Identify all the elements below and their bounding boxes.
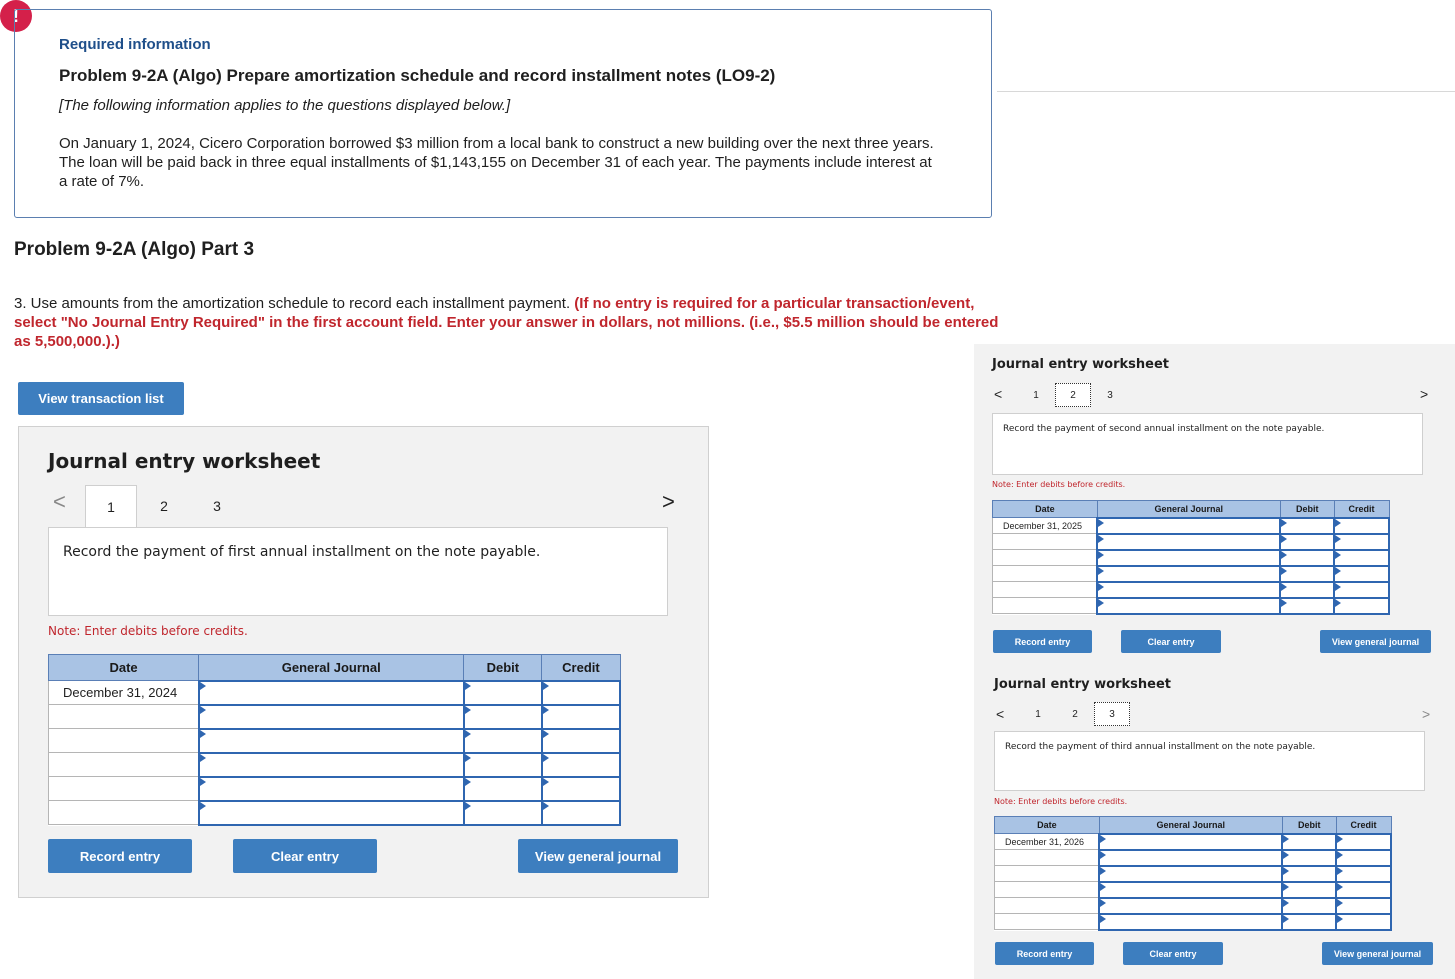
table-row	[49, 729, 621, 753]
instruction-main: 3. Use amounts from the amortization schedule to record each installment payment.	[14, 295, 575, 312]
date-cell	[993, 566, 1098, 582]
date-cell	[993, 534, 1098, 550]
prev-icon[interactable]: <	[994, 386, 1003, 402]
table-row	[993, 534, 1390, 550]
journal-table	[994, 816, 1392, 931]
credit-input[interactable]	[1334, 598, 1389, 614]
entry-description: Record the payment of second annual installment on the note payable.	[992, 413, 1423, 475]
date-cell	[49, 753, 199, 777]
credit-input[interactable]	[542, 681, 620, 705]
credit-input[interactable]	[1334, 566, 1389, 582]
credit-input[interactable]	[542, 801, 620, 825]
debit-input[interactable]	[464, 753, 542, 777]
table-row	[995, 834, 1392, 850]
prev-icon[interactable]: <	[996, 706, 1005, 722]
debit-header: Debit	[464, 655, 542, 681]
table-row	[49, 753, 621, 777]
account-input[interactable]	[199, 801, 464, 825]
table-row	[993, 598, 1390, 614]
credit-header: Credit	[542, 655, 620, 681]
view-transaction-list-button[interactable]: View transaction list	[18, 382, 184, 415]
date-cell	[993, 550, 1098, 566]
journal-worksheet-3	[974, 664, 1455, 979]
credit-input[interactable]	[1336, 882, 1391, 898]
date-header: Date	[993, 501, 1098, 518]
debit-input[interactable]	[464, 729, 542, 753]
account-input[interactable]	[1097, 550, 1280, 566]
debit-input[interactable]	[464, 705, 542, 729]
account-input[interactable]	[1097, 534, 1280, 550]
table-row	[49, 705, 621, 729]
clear-entry-button[interactable]: Clear entry	[1121, 630, 1221, 653]
tab-3[interactable]: 3	[1107, 389, 1113, 401]
general-journal-header: General Journal	[1097, 501, 1280, 518]
table-row	[993, 550, 1390, 566]
account-input[interactable]	[1099, 834, 1282, 850]
date-cell	[995, 866, 1100, 882]
tab-2[interactable]: 2	[160, 498, 168, 514]
date-cell: December 31, 2025	[993, 518, 1098, 534]
view-general-journal-button[interactable]: View general journal	[1320, 630, 1431, 653]
debit-input[interactable]	[1282, 866, 1336, 882]
debit-input[interactable]	[1282, 850, 1336, 866]
debit-header: Debit	[1282, 817, 1336, 834]
debit-input[interactable]	[1280, 582, 1334, 598]
account-input[interactable]	[199, 681, 464, 705]
credit-input[interactable]	[542, 753, 620, 777]
next-icon[interactable]: >	[1420, 386, 1429, 402]
journal-worksheet-1	[18, 426, 709, 898]
debit-input[interactable]	[1280, 534, 1334, 550]
date-cell	[993, 598, 1098, 614]
credit-input[interactable]	[1336, 850, 1391, 866]
problem-title: Problem 9-2A (Algo) Prepare amortization schedule and record installment notes (LO9-2)	[59, 66, 776, 85]
account-input[interactable]	[199, 729, 464, 753]
debit-input[interactable]	[1282, 834, 1336, 850]
date-cell	[993, 582, 1098, 598]
next-icon[interactable]: >	[662, 489, 675, 514]
table-row	[995, 898, 1392, 914]
account-input[interactable]	[1097, 582, 1280, 598]
credit-input[interactable]	[1334, 518, 1389, 534]
credit-input[interactable]	[1334, 534, 1389, 550]
required-information-box	[14, 9, 992, 218]
table-row	[993, 582, 1390, 598]
journal-worksheet-2	[974, 344, 1455, 664]
credit-input[interactable]	[1334, 550, 1389, 566]
debit-input[interactable]	[1282, 898, 1336, 914]
tab-3[interactable]: 3	[213, 498, 221, 514]
date-cell: December 31, 2026	[995, 834, 1100, 850]
debit-input[interactable]	[1280, 566, 1334, 582]
account-input[interactable]	[1097, 566, 1280, 582]
clear-entry-button[interactable]: Clear entry	[233, 839, 377, 873]
account-input[interactable]	[1097, 598, 1280, 614]
credit-input[interactable]	[1336, 914, 1391, 930]
instruction-text	[14, 294, 999, 351]
date-cell: December 31, 2024	[49, 681, 199, 705]
date-header: Date	[49, 655, 199, 681]
journal-table	[992, 500, 1390, 615]
view-general-journal-button[interactable]: View general journal	[518, 839, 678, 873]
debit-input[interactable]	[1282, 914, 1336, 930]
date-cell	[995, 914, 1100, 930]
date-cell	[49, 729, 199, 753]
account-input[interactable]	[1099, 850, 1282, 866]
table-row	[49, 801, 621, 825]
debit-input[interactable]	[464, 777, 542, 801]
credit-input[interactable]	[1336, 898, 1391, 914]
date-cell	[49, 801, 199, 825]
account-input[interactable]	[199, 753, 464, 777]
worksheet-title: Journal entry worksheet	[994, 677, 1171, 692]
date-cell	[49, 777, 199, 801]
account-input[interactable]	[1097, 518, 1280, 534]
general-journal-header: General Journal	[199, 655, 464, 681]
date-cell	[995, 850, 1100, 866]
credit-input[interactable]	[542, 705, 620, 729]
debit-input[interactable]	[1280, 598, 1334, 614]
date-cell	[995, 882, 1100, 898]
part-title: Problem 9-2A (Algo) Part 3	[14, 239, 255, 260]
table-row	[993, 566, 1390, 582]
entry-note: Note: Enter debits before credits.	[48, 624, 248, 638]
worksheet-title: Journal entry worksheet	[992, 357, 1169, 372]
table-row	[993, 518, 1390, 534]
record-entry-button[interactable]: Record entry	[48, 839, 192, 873]
following-info-note: [The following information applies to the questions displayed below.]	[59, 97, 511, 114]
table-row	[995, 914, 1392, 930]
prev-icon[interactable]: <	[53, 489, 66, 514]
entry-description: Record the payment of third annual installment on the note payable.	[994, 731, 1425, 791]
view-general-journal-button[interactable]: View general journal	[1322, 942, 1433, 965]
table-row	[995, 850, 1392, 866]
credit-input[interactable]	[542, 777, 620, 801]
table-row	[995, 882, 1392, 898]
tab-2[interactable]: 2	[1055, 383, 1091, 407]
entry-note: Note: Enter debits before credits.	[994, 797, 1128, 806]
credit-input[interactable]	[1336, 834, 1391, 850]
right-panel	[974, 344, 1455, 979]
debit-header: Debit	[1280, 501, 1334, 518]
debit-input[interactable]	[1282, 882, 1336, 898]
tab-1[interactable]: 1	[1033, 389, 1039, 401]
account-input[interactable]	[1099, 914, 1282, 930]
clear-entry-button[interactable]: Clear entry	[1123, 942, 1223, 965]
credit-header: Credit	[1336, 817, 1391, 834]
tab-2[interactable]: 2	[1072, 708, 1078, 720]
debit-input[interactable]	[464, 801, 542, 825]
record-entry-button[interactable]: Record entry	[993, 630, 1092, 653]
credit-header: Credit	[1334, 501, 1389, 518]
worksheet-title: Journal entry worksheet	[48, 449, 321, 473]
account-input[interactable]	[199, 777, 464, 801]
problem-body: On January 1, 2024, Cicero Corporation borrowed $3 million from a local bank to construct a new building over the next three years. The loan will be paid back in three equal installments of $1,143,155 on December 31 of each year. The payments include interest at a rate of 7%.	[59, 135, 934, 190]
entry-note: Note: Enter debits before credits.	[992, 480, 1126, 489]
required-information-label: Required information	[59, 36, 211, 53]
divider	[997, 91, 1455, 92]
account-input[interactable]	[199, 705, 464, 729]
date-header: Date	[995, 817, 1100, 834]
account-input[interactable]	[1099, 866, 1282, 882]
credit-input[interactable]	[542, 729, 620, 753]
journal-table	[48, 654, 621, 826]
tab-1[interactable]: 1	[1035, 708, 1041, 720]
entry-description: Record the payment of first annual installment on the note payable.	[48, 527, 668, 616]
table-row	[49, 777, 621, 801]
instruction-highlight: (If no entry is required for a particular transaction/event, select "No Journal Entry Required" in the first account field. Enter your answer in dollars, not millions. (i.e., $5.5 million should be entered as 5,500,000.).)	[14, 295, 999, 350]
debit-input[interactable]	[1280, 550, 1334, 566]
date-cell	[49, 705, 199, 729]
general-journal-header: General Journal	[1099, 817, 1282, 834]
debit-input[interactable]	[1280, 518, 1334, 534]
alert-icon: !	[0, 0, 32, 32]
next-icon[interactable]: >	[1422, 706, 1431, 722]
table-row	[49, 681, 621, 705]
account-input[interactable]	[1099, 882, 1282, 898]
credit-input[interactable]	[1336, 866, 1391, 882]
record-entry-button[interactable]: Record entry	[995, 942, 1094, 965]
tab-1[interactable]: 1	[85, 485, 137, 527]
debit-input[interactable]	[464, 681, 542, 705]
account-input[interactable]	[1099, 898, 1282, 914]
date-cell	[995, 898, 1100, 914]
tab-3[interactable]: 3	[1094, 702, 1130, 726]
credit-input[interactable]	[1334, 582, 1389, 598]
table-row	[995, 866, 1392, 882]
